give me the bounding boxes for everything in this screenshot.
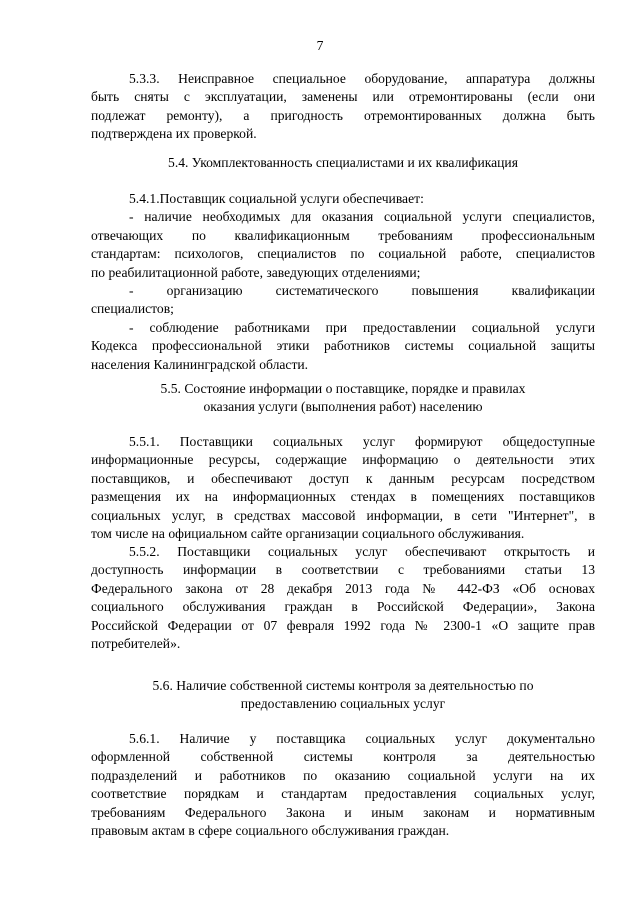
heading-line: предоставлению социальных услуг bbox=[240, 696, 446, 712]
text-line: требованиям Федерального Закона и иным законам и нормативным bbox=[91, 804, 595, 820]
text-line: Кодекса профессиональной этики работников системы социальной защиты bbox=[91, 338, 595, 354]
paragraph-5-4-1 bbox=[91, 190, 595, 374]
text-line: потребителей». bbox=[91, 636, 181, 652]
page-number: 7 bbox=[316, 38, 324, 53]
heading-line: 5.5. Состояние информации о поставщике, порядке и правилах bbox=[160, 381, 526, 396]
heading-line: 5.6. Наличие собственной системы контроля за деятельностью по bbox=[152, 678, 534, 693]
text-line: по реабилитационной работе, заведующих отделениями; bbox=[91, 264, 421, 280]
text-line: подлежат ремонту), а пригодность отремонтированных должна быть bbox=[91, 107, 595, 123]
text-line: подразделений и работников по оказанию социальной услуги на их bbox=[91, 767, 595, 783]
paragraph-5-3-3 bbox=[91, 70, 595, 144]
text-line: Федерального закона от 28 декабря 2013 года № 442-ФЗ «Об основах bbox=[91, 580, 595, 596]
text-line: населения Калининградской области. bbox=[91, 356, 309, 372]
text-line: поставщиков, и обеспечивают доступ к данным ресурсам посредством bbox=[91, 470, 595, 486]
paragraph-5-5-1 bbox=[91, 433, 595, 543]
text-line: доступность информации в соответствии с требованиями статьи 13 bbox=[91, 562, 595, 578]
text-line: Российской Федерации от 07 февраля 1992 года № 2300-1 «О защите прав bbox=[91, 617, 595, 633]
text-line: 5.6.1. Наличие у поставщика социальных услуг документально bbox=[129, 731, 595, 746]
text-line: - организацию систематического повышения квалификации bbox=[129, 283, 595, 299]
text-line: - наличие необходимых для оказания социальной услуги специалистов, bbox=[129, 209, 595, 225]
text-line: 5.5.1. Поставщики социальных услуг формируют общедоступные bbox=[129, 434, 595, 449]
text-line: 5.4.1.Поставщик социальной услуги обеспечивает: bbox=[129, 191, 424, 206]
text-line: 5.3.3. Неисправное специальное оборудование, аппаратура должны bbox=[129, 71, 595, 86]
text-line: социальных услуг, в средствах массовой информации, в сети "Интернет", в bbox=[91, 507, 595, 523]
section-heading-5-6 bbox=[91, 677, 595, 714]
text-line: информационные ресурсы, содержащие информацию о деятельности этих bbox=[91, 452, 595, 468]
text-line: специалистов; bbox=[91, 301, 174, 317]
text-line: правовым актам в сфере социального обслуживания граждан. bbox=[91, 823, 450, 839]
text-line: социального обслуживания граждан в Российской Федерации», Закона bbox=[91, 599, 595, 615]
text-line: - соблюдение работниками при предоставлении социальной услуги bbox=[129, 319, 595, 335]
text-line: подтверждена их проверкой. bbox=[91, 126, 257, 142]
text-line: соответствие порядкам и стандартам предоставления социальных услуг, bbox=[91, 786, 595, 802]
section-heading-5-4: 5.4. Укомплектованность специалистами и их квалификация bbox=[168, 155, 518, 170]
text-line: быть сняты с эксплуатации, заменены или отремонтированы (если они bbox=[91, 89, 595, 105]
paragraph-5-6-1 bbox=[91, 730, 595, 840]
text-line: 5.5.2. Поставщики социальных услуг обеспечивают открытость и bbox=[129, 544, 595, 559]
section-heading-5-5 bbox=[91, 380, 595, 417]
text-line: стандартам: психологов, специалистов по социальной работе, специалистов bbox=[91, 246, 595, 262]
paragraph-5-5-2 bbox=[91, 543, 595, 653]
text-line: размещения их на информационных стендах в помещениях поставщиков bbox=[91, 489, 595, 505]
heading-line: оказания услуги (выполнения работ) населению bbox=[203, 399, 483, 415]
text-line: отвечающих по квалификационным требованиям профессиональным bbox=[91, 227, 595, 243]
text-line: том числе на официальном сайте организации социального обслуживания. bbox=[91, 526, 525, 542]
text-line: оформленной собственной системы контроля за деятельностью bbox=[91, 749, 595, 765]
